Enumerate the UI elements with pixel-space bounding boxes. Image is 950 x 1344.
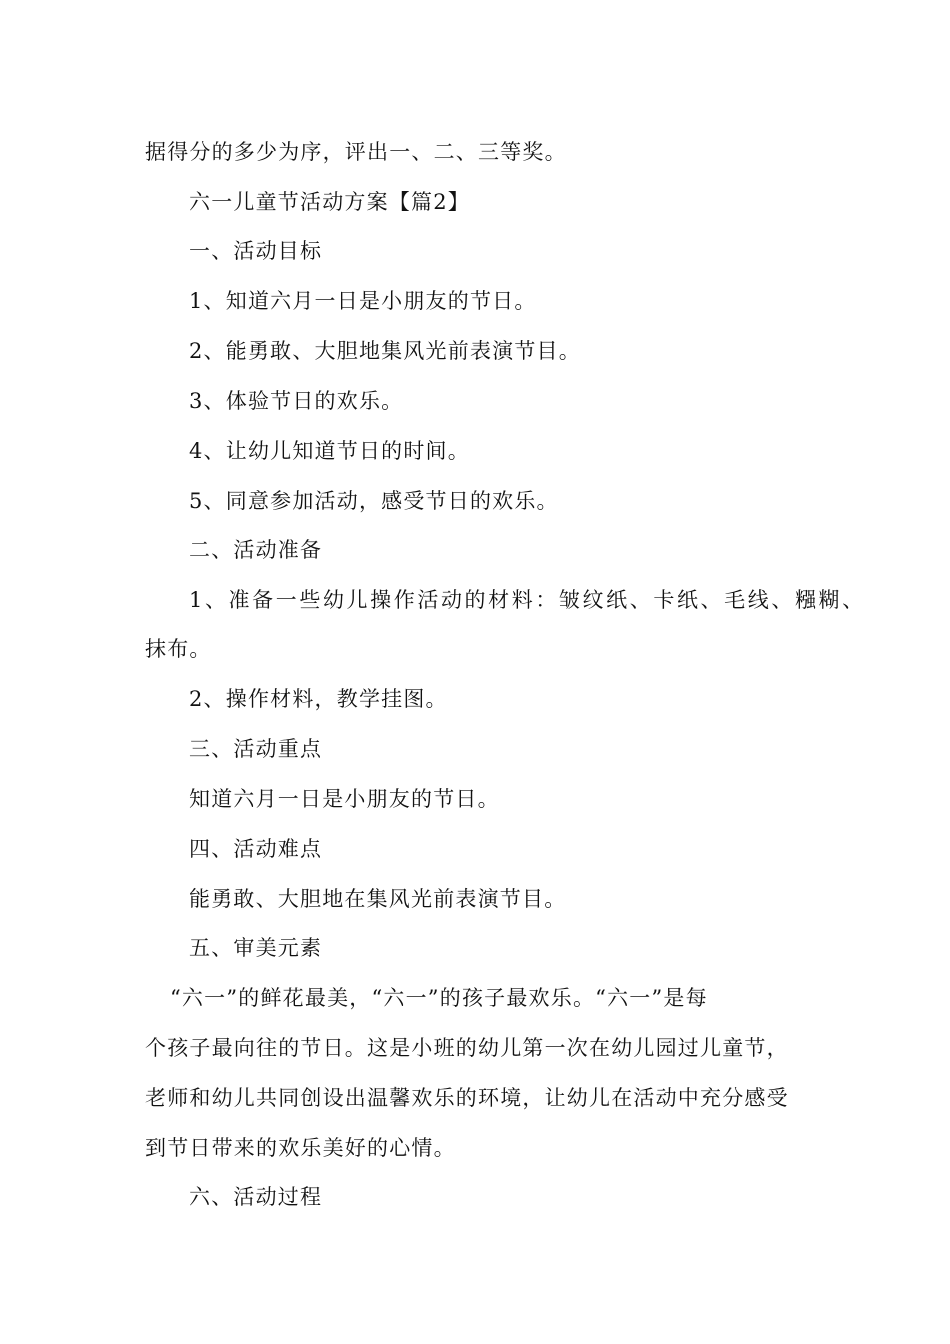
paragraph-line: 知道六月一日是小朋友的节日。	[189, 787, 500, 811]
paragraph-line: 老师和幼儿共同创设出温馨欢乐的环境，让幼儿在活动中充分感受	[145, 1086, 789, 1110]
list-item: 4、让幼儿知道节日的时间。	[189, 439, 470, 463]
heading-activity-preparation: 二、活动准备	[189, 538, 323, 562]
paragraph-line: 到节日带来的欢乐美好的心情。	[145, 1136, 456, 1160]
paragraph-line: 个孩子最向往的节日。这是小班的幼儿第一次在幼儿园过儿童节，	[145, 1036, 789, 1060]
heading-aesthetic-elements: 五、审美元素	[189, 936, 323, 960]
list-item: 2、操作材料，教学挂图。	[189, 687, 448, 711]
paragraph-line: 能勇敢、大胆地在集风光前表演节目。	[189, 887, 567, 911]
heading-activity-process: 六、活动过程	[189, 1185, 323, 1209]
list-item: 2、能勇敢、大胆地集风光前表演节目。	[189, 339, 581, 363]
section-title: 六一儿童节活动方案【篇2】	[189, 190, 470, 214]
list-item: 1、知道六月一日是小朋友的节日。	[189, 289, 537, 313]
list-item: 1、准备一些幼儿操作活动的材料：皱纹纸、卡纸、毛线、糨糊、	[189, 588, 866, 612]
paragraph-line: 据得分的多少为序，评出一、二、三等奖。	[145, 140, 567, 164]
heading-activity-goals: 一、活动目标	[189, 239, 323, 263]
heading-activity-focus: 三、活动重点	[189, 737, 323, 761]
paragraph-line: “六一”的鲜花最美，“六一”的孩子最欢乐。“六一”是每	[170, 986, 708, 1010]
list-item-continuation: 抹布。	[145, 637, 212, 661]
heading-activity-difficulty: 四、活动难点	[189, 837, 323, 861]
list-item: 3、体验节日的欢乐。	[189, 389, 404, 413]
list-item: 5、同意参加活动，感受节日的欢乐。	[189, 489, 559, 513]
